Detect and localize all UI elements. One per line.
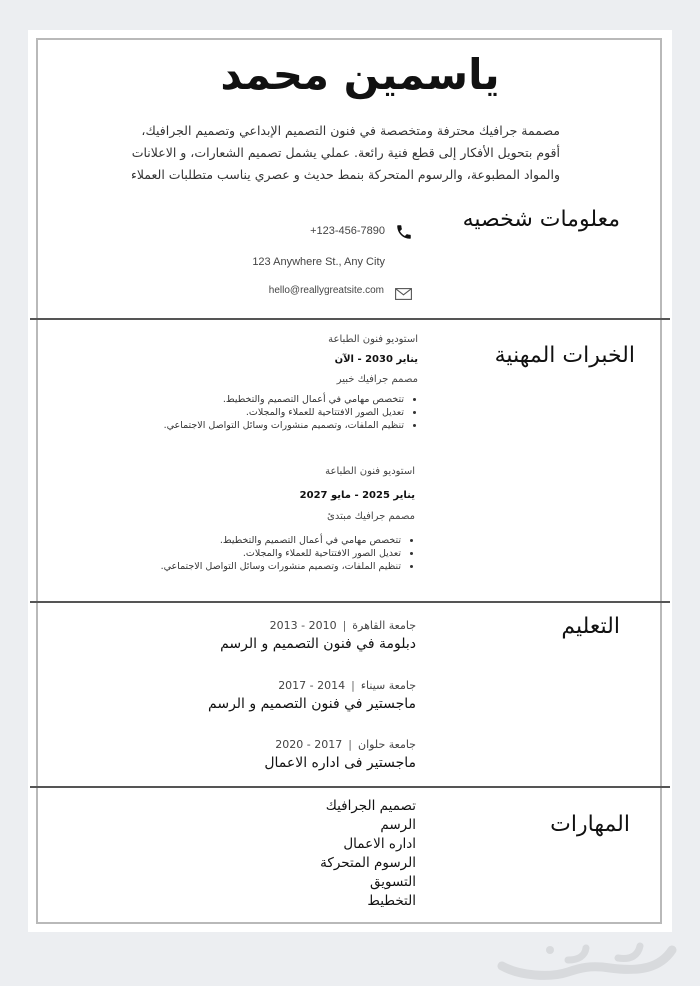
skills-title: المهارات (550, 812, 630, 837)
job-company: استوديو فنون الطباعة (325, 466, 415, 477)
education-meta: جامعة سيناء|2014 - 2017 (278, 679, 416, 692)
education-years: 2010 - 2013 (269, 619, 337, 632)
section-divider (30, 786, 670, 788)
list-item: • تنظيم الملفات، وتصميم منشورات وسائل التواصل الاجتماعي. (150, 419, 404, 432)
job-date: يناير 2025 - مايو 2027 (299, 490, 415, 501)
job-duties (150, 393, 418, 432)
education-years: 2017 - 2020 (275, 738, 343, 751)
personal-info-title: معلومات شخصيه (462, 207, 620, 232)
address: 123 Anywhere St., Any City (252, 256, 385, 268)
skill-item: الرسوم المتحركة (320, 855, 416, 871)
haraj-watermark-logo (490, 938, 680, 982)
resume-name: ياسمين محمد (220, 50, 500, 99)
job-entry (150, 334, 418, 432)
list-item: • تتخصص مهامي في أعمال التصميم والتخطيط. (150, 393, 404, 406)
list-item: • تتخصص مهامي في أعمال التصميم والتخطيط. (150, 534, 401, 547)
school-name: جامعة القاهرة (352, 619, 416, 632)
experience-title: الخبرات المهنية (494, 343, 635, 368)
phone-icon (395, 223, 413, 241)
education-meta: جامعة القاهرة|2010 - 2013 (269, 619, 416, 632)
job-company: استوديو فنون الطباعة (328, 334, 418, 345)
job-role: مصمم جرافيك خبير (336, 374, 418, 385)
section-divider (30, 601, 670, 603)
skill-item: التخطيط (367, 893, 416, 909)
education-meta: جامعة حلوان|2017 - 2020 (275, 738, 416, 751)
job-duties (150, 534, 415, 573)
school-name: جامعة سيناء (360, 679, 416, 692)
summary-line: أقوم بتحويل الأفكار إلى قطع فنية رائعة. عملي يشمل تصميم الشعارات، و الاعلانات (131, 145, 560, 160)
education-entry (200, 679, 416, 712)
education-entry (200, 619, 416, 652)
degree-title: دبلومة في فنون التصميم و الرسم (220, 636, 416, 652)
job-date: يناير 2030 - الآن (334, 354, 418, 365)
envelope-icon (395, 285, 412, 297)
skill-item: الرسم (380, 817, 416, 833)
profile-summary (110, 120, 560, 186)
degree-title: ماجستير فى اداره الاعمال (264, 755, 416, 771)
phone-number: +123-456-7890 (310, 225, 385, 237)
job-entry (150, 466, 415, 573)
school-name: جامعة حلوان (357, 738, 416, 751)
email-address: hello@reallygreatsite.com (268, 285, 384, 296)
skill-item: اداره الاعمال (343, 836, 416, 852)
education-title: التعليم (561, 614, 620, 639)
section-divider (30, 318, 670, 320)
degree-title: ماجستير في فنون التصميم و الرسم (208, 696, 416, 712)
education-years: 2014 - 2017 (278, 679, 346, 692)
list-item: • تعديل الصور الافتتاحية للعملاء والمجلات. (150, 547, 401, 560)
skill-item: التسويق (370, 874, 416, 890)
skill-item: تصميم الجرافيك (325, 798, 416, 814)
summary-line: والمواد المطبوعة، والرسوم المتحركة بنمط حديث و عصري يناسب متطلبات العملاء (130, 167, 560, 182)
job-role: مصمم جرافيك مبتدئ (327, 511, 415, 522)
summary-line: مصممة جرافيك محترفة ومتخصصة في فنون التصميم الإبداعي وتصميم الجرافيك، (141, 123, 560, 138)
skills-list (260, 797, 416, 911)
education-entry (200, 738, 416, 771)
list-item: • تعديل الصور الافتتاحية للعملاء والمجلات. (150, 406, 404, 419)
list-item: • تنظيم الملفات، وتصميم منشورات وسائل التواصل الاجتماعي. (150, 560, 401, 573)
